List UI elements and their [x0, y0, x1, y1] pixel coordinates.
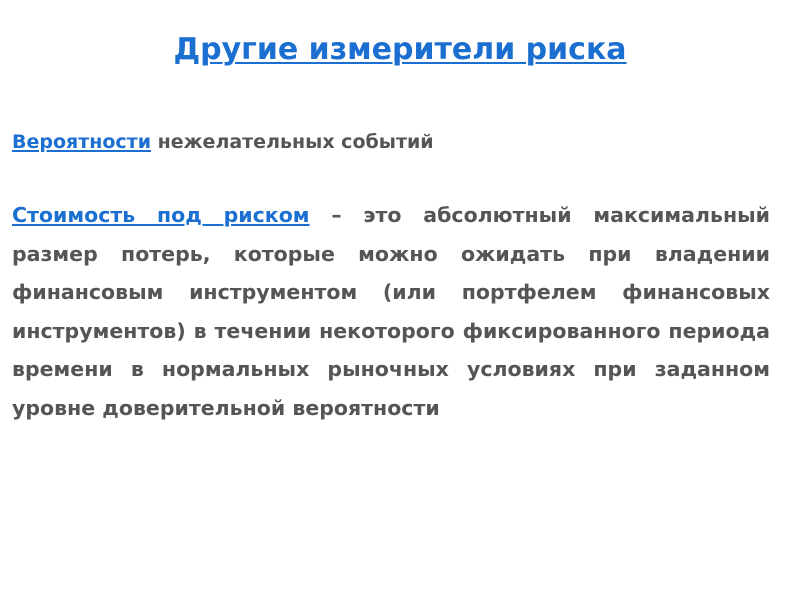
probability-text: нежелательных событий: [151, 131, 434, 153]
value-at-risk-paragraph: [12, 196, 770, 427]
value-at-risk-definition: – это абсолютный максимальный размер потерь, которые можно ожидать при владении финансовым инструментом (или портфелем финансовых инструментов) в течении некоторого фиксированного периода времени в нормальных рыночных условиях при заданном уровне доверительной вероятности: [12, 203, 771, 420]
slide-title: Другие измерители риска: [173, 32, 627, 67]
value-at-risk-term: Стоимость под риском: [12, 203, 310, 227]
probability-term: Вероятности: [12, 131, 152, 153]
probability-paragraph: [12, 126, 472, 158]
